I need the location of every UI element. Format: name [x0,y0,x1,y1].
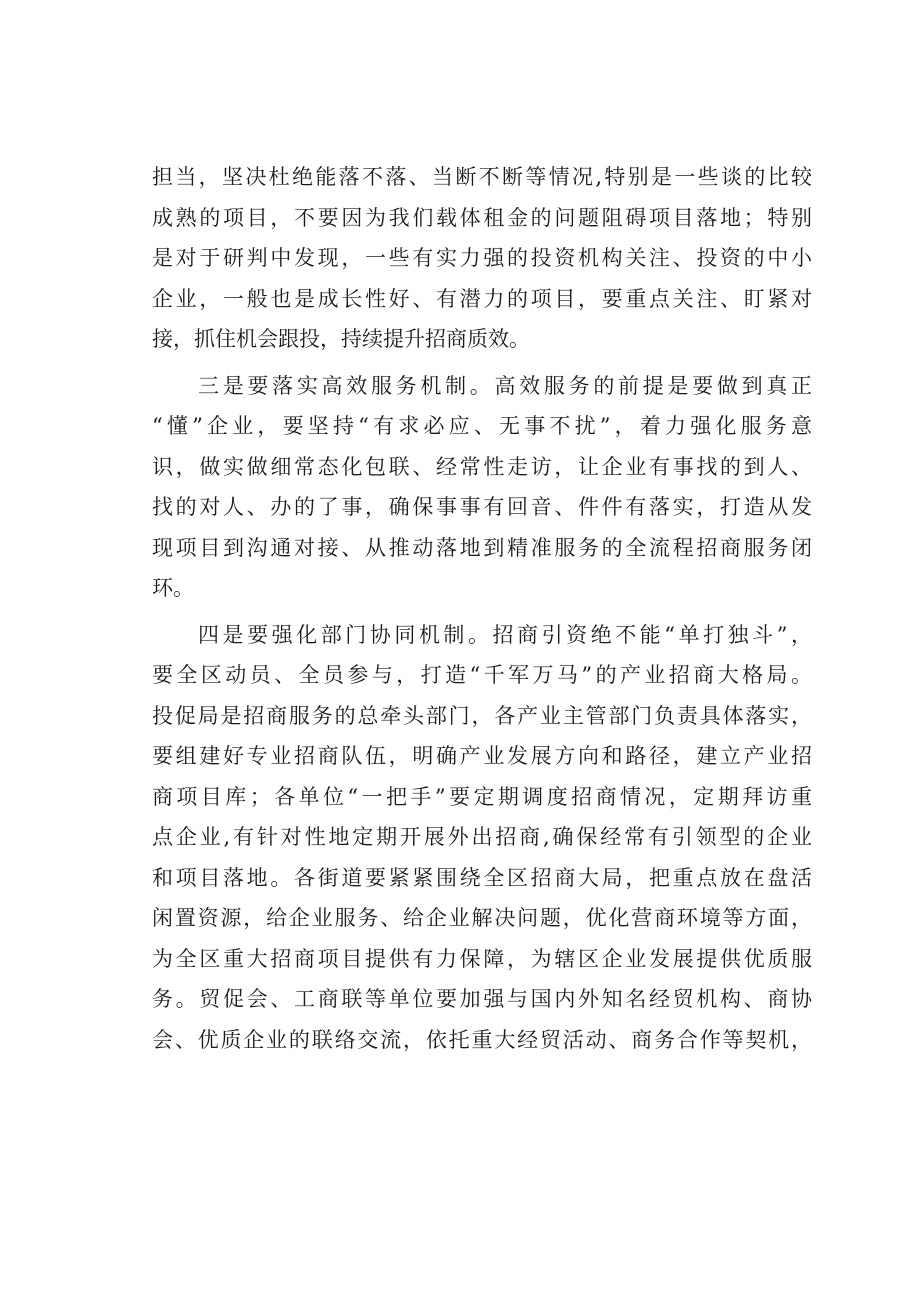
text-line: 识，做实做细常态化包联、经常性走访，让企业有事找的到人、 [152,454,812,479]
text-line: 找的对人、办的了事，确保事事有回音、件件有落实，打造从发 [152,495,812,519]
text-line: 担当，坚决杜绝能落不落、当断不断等情况,特别是一些谈的比较 [152,165,812,189]
text-line: 企业，一般也是成长性好、有潜力的项目，要重点关注、盯紧对 [152,286,812,311]
text-line: 务。贸促会、工商联等单位要加强与国内外知名经贸机构、商协 [152,987,812,1011]
text-line: 会、优质企业的联络交流，依托重大经贸活动、商务合作等契机， [152,1027,812,1052]
text-line: 接，抓住机会跟投，持续提升招商质效。 [152,327,530,351]
text-line: 要组建好专业招商队伍，明确产业发展方向和路径，建立产业招 [152,744,812,768]
text-line: 三是要落实高效服务机制。高效服务的前提是要做到真正 [198,373,812,398]
text-line: 现项目到沟通对接、从推动落地到精准服务的全流程招商服务闭 [152,535,812,560]
text-line: 为全区重大招商项目提供有力保障，为辖区企业发展提供优质服 [152,946,812,971]
text-line: 环。 [152,576,194,600]
text-line: 四是要强化部门协同机制。招商引资绝不能“单打独斗”， [198,622,812,647]
paragraph-2 [152,366,812,609]
text-line: 投促局是招商服务的总牵头部门，各产业主管部门负责具体落实， [152,703,812,728]
text-line: 是对于研判中发现，一些有实力强的投资机构关注、投资的中小 [152,246,812,270]
text-line: 点企业,有针对性地定期开展外出招商,确保经常有引领型的企业 [152,825,812,849]
text-line: 要全区动员、全员参与，打造“千军万马”的产业招商大格局。 [152,663,812,687]
document-body [152,157,812,1060]
paragraph-3 [152,615,812,1061]
paragraph-1 [152,157,812,360]
text-line: “懂”企业，要坚持“有求必应、无事不扰”，着力强化服务意 [152,414,812,438]
text-line: 商项目库；各单位“一把手”要定期调度招商情况，定期拜访重 [152,784,812,809]
text-line: 和项目落地。各街道要紧紧围绕全区招商大局，把重点放在盘活 [152,865,812,890]
text-line: 成熟的项目，不要因为我们载体租金的问题阻碍项目落地；特别 [152,205,812,230]
text-line: 闲置资源，给企业服务、给企业解决问题，优化营商环境等方面， [152,906,812,930]
